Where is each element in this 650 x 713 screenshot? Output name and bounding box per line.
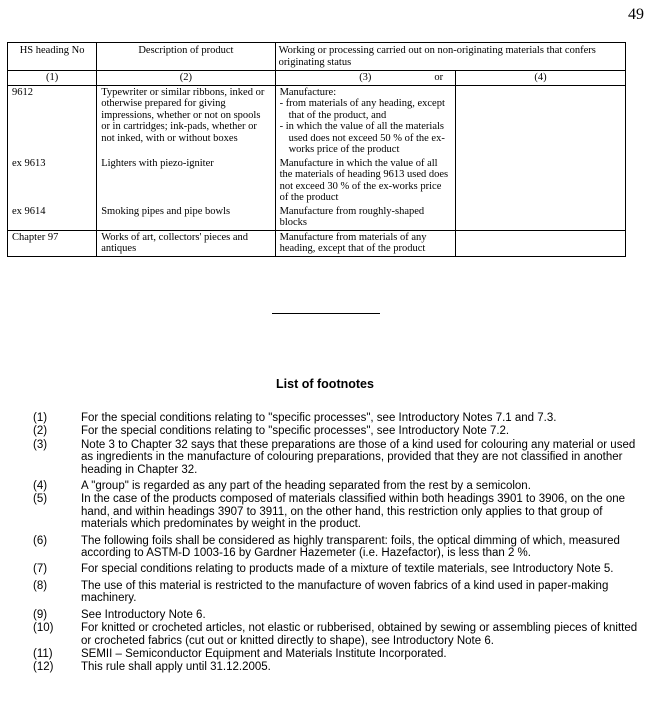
description-cell: Works of art, collectors' pieces and antiques (97, 230, 275, 256)
footnote-number: (10) (33, 622, 54, 635)
rules-table (7, 42, 626, 257)
header-working-processing: Working or processing carried out on non-originating materials that confers originating status (275, 43, 625, 71)
working-bullet: - in which the value of all the materials used does not exceed 50 % of the ex-works price of the product (279, 121, 445, 155)
footnote-text: Note 3 to Chapter 32 says that these preparations are those of a kind used for colouring any material or used as ingredients in the manufacture of colouring preparations, provided that they are not classified in another heading in Chapter 32. (81, 438, 636, 476)
footnotes-title: List of footnotes (276, 377, 374, 391)
footnote-text: The following foils shall be considered as highly transparent: foils, the optical dimming of which, measured according to ASTM-D 1003-16 by Gardner Hazemeter (i.e. Hazefactor), is less than 2 %. (81, 534, 620, 560)
hs-heading-cell: 9612 (8, 85, 97, 157)
footnote-item (33, 493, 643, 530)
footnote-number: (2) (33, 425, 48, 438)
footnote-text: This rule shall apply until 31.12.2005. (81, 661, 271, 674)
hs-heading-cell: ex 9614 (8, 205, 97, 231)
footnote-item (33, 563, 643, 575)
hs-heading-cell: Chapter 97 (8, 230, 97, 256)
footnote-item (33, 535, 643, 560)
column-number-4: (4) (456, 71, 626, 86)
footnote-text: For the special conditions relating to "specific processes", see Introductory Notes 7.1 and 7.3. (81, 412, 557, 424)
or-label: or (434, 72, 444, 83)
footnote-item (33, 480, 643, 492)
footnote-number: (8) (33, 579, 48, 592)
footnote-item (33, 412, 643, 424)
working-cell: Manufacture in which the value of all the materials of heading 9613 used does not exceed 30 % of the ex-works price of the product (275, 157, 456, 205)
column-number-3: (3) (359, 72, 372, 83)
footnote-text: For special conditions relating to products made of a mixture of textile materials, see Introductory Note 5. (81, 563, 614, 576)
working-intro: Manufacture: (279, 86, 337, 98)
table-row (8, 85, 626, 157)
table-row (8, 205, 626, 231)
description-cell: Smoking pipes and pipe bowls (97, 205, 275, 231)
footnote-text: For knitted or crocheted articles, not elastic or rubberised, obtained by sewing or assembling pieces of knitted or crocheted fabrics (cut out or knitted directly to shape), see Introductory Note 6. (81, 622, 638, 647)
footnotes-list (33, 412, 643, 675)
working-bullet-list (280, 98, 452, 156)
footnote-number: (1) (33, 412, 48, 424)
footnote-number: (9) (33, 608, 48, 621)
footnote-item (33, 425, 643, 437)
working-bullet-text: from materials of any heading, except that of the product, and (285, 98, 445, 121)
alternative-cell (456, 205, 626, 231)
working-cell: Manufacture from materials of any heading, except that of the product (275, 230, 456, 256)
footnote-item (33, 439, 643, 476)
alternative-cell (456, 230, 626, 256)
column-number-row (8, 71, 626, 86)
description-cell: Lighters with piezo-igniter (97, 157, 275, 205)
column-number-3-cell (275, 71, 456, 86)
working-cell (275, 85, 456, 157)
header-description: Description of product (97, 43, 275, 71)
footnote-number: (5) (33, 493, 48, 506)
footnote-item (33, 609, 643, 621)
footnote-text: See Introductory Note 6. (81, 608, 206, 621)
footnote-number: (3) (33, 438, 48, 451)
column-number-1: (1) (8, 71, 97, 86)
footnote-text: A "group" is regarded as any part of the heading separated from the rest by a semicolon. (81, 480, 531, 493)
footnote-number: (6) (33, 534, 48, 547)
footnote-item (33, 580, 643, 605)
footnote-text: SEMII – Semiconductor Equipment and Materials Institute Incorporated. (81, 647, 447, 660)
footnote-item (33, 622, 643, 647)
hs-heading-cell: ex 9613 (8, 157, 97, 205)
section-separator-line (272, 313, 380, 314)
table-row (8, 230, 626, 256)
footnote-text: The use of this material is restricted to the manufacture of woven fabrics of a kind used in paper-making machinery. (81, 579, 609, 605)
alternative-cell (456, 157, 626, 205)
footnote-number: (12) (33, 661, 54, 674)
column-number-2: (2) (97, 71, 275, 86)
alternative-cell (456, 85, 626, 157)
footnote-number: (7) (33, 563, 48, 576)
description-cell: Typewriter or similar ribbons, inked or otherwise prepared for giving impressions, whether or not on spools or in cartridges; ink-pads, whether or not inked, with or without boxes (97, 85, 275, 157)
footnote-number: (11) (33, 647, 53, 660)
footnote-text: In the case of the products composed of materials classified within both headings 3901 to 3906, on the one hand, and within headings 3907 to 3911, on the other hand, this restriction only applies to that group of materials which predominates by weight in the product. (81, 493, 626, 531)
table-row (8, 157, 626, 205)
working-bullet: - from materials of any heading, except that of the product, and (279, 98, 445, 121)
header-hs-heading: HS heading No (8, 43, 97, 71)
working-cell: Manufacture from roughly-shaped blocks (275, 205, 456, 231)
page-number: 49 (628, 6, 644, 23)
table-header-row (8, 43, 626, 71)
footnote-item (33, 661, 643, 673)
footnote-item (33, 648, 643, 660)
footnote-text: For the special conditions relating to "specific processes", see Introductory Note 7.2. (81, 425, 510, 438)
footnote-number: (4) (33, 480, 48, 493)
working-bullet-text: in which the value of all the materials used does not exceed 50 % of the ex-works price of the product (285, 121, 445, 155)
